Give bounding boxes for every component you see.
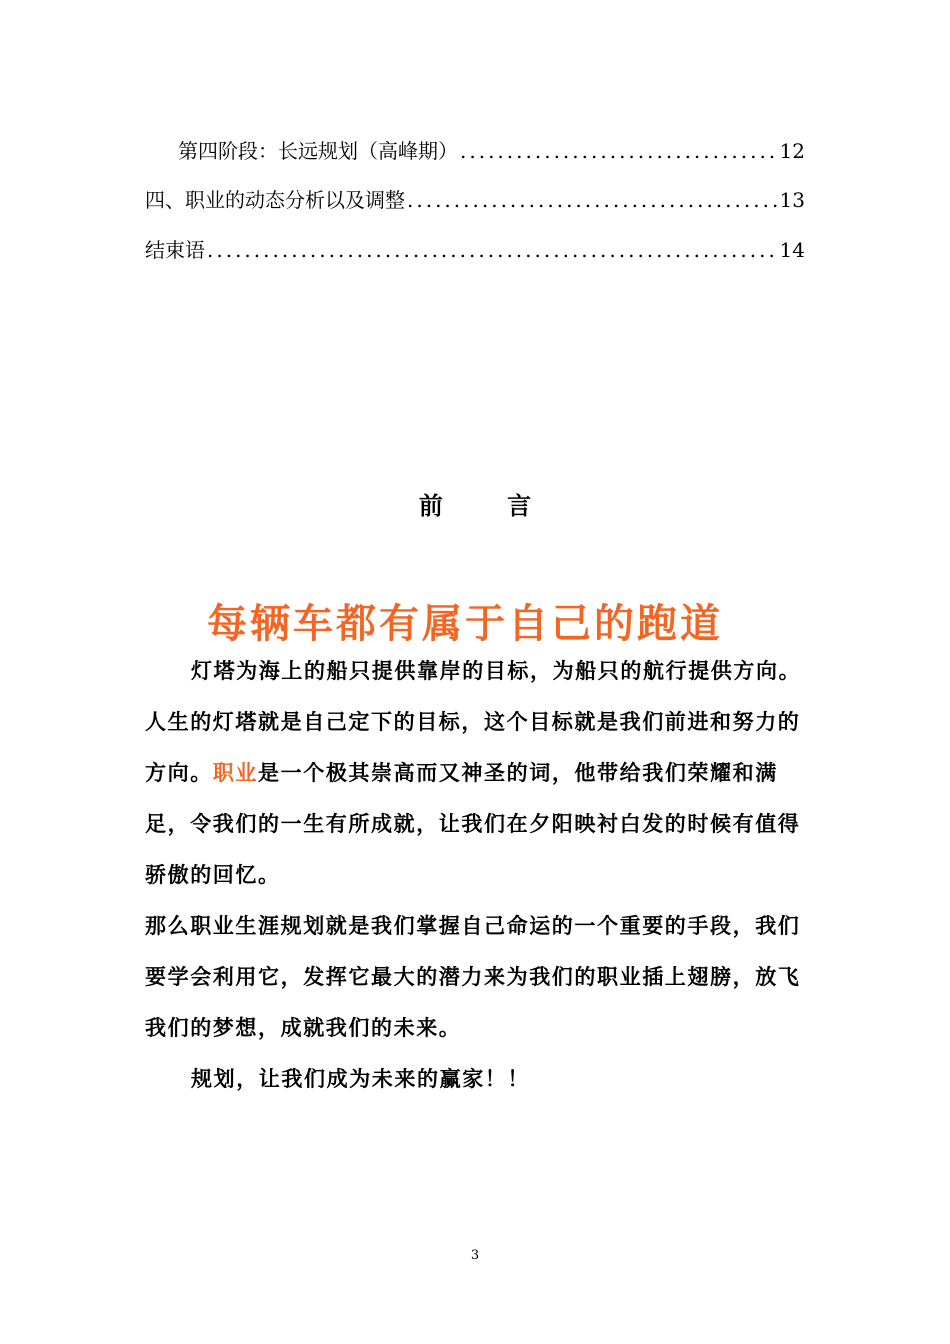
toc-item[interactable] xyxy=(145,185,805,215)
paragraph-1-text-after: 是一个极其崇高而又神圣的词，他带给我们荣耀和满足，令我们的一生有所成就，让我们在夕阳映衬白发的时候有值得骄傲的回忆。 xyxy=(145,760,801,887)
preface-paragraph-2: 那么职业生涯规划就是我们掌握自己命运的一个重要的手段，我们要学会利用它，发挥它最大的潜力来为我们的职业插上翅膀，放飞我们的梦想，成就我们的未来。 xyxy=(145,913,801,1040)
preface-paragraph-3 xyxy=(145,1053,810,1104)
toc-item-title: 第四阶段：长远规划（高峰期） xyxy=(178,139,458,163)
toc-item-title: 四、职业的动态分析以及调整 xyxy=(145,188,405,212)
paragraph-1-text-before: 灯塔为海上的船只提供靠岸的目标，为船只的航行提供方向。人生的灯塔就是自己定下的目标，这个目标就是我们前进和努力的方向。 xyxy=(145,658,802,785)
toc-leader-dots xyxy=(207,235,778,265)
preface-paragraph-1 xyxy=(145,645,810,900)
preface-heading: 前 言 xyxy=(418,491,560,520)
toc-item-page: 12 xyxy=(779,139,805,163)
highlight-term: 职业 xyxy=(212,760,259,785)
toc-item-title: 结束语 xyxy=(145,238,205,262)
toc-leader-dots xyxy=(460,136,778,166)
toc-leader-dots xyxy=(407,185,778,215)
preface-slogan: 每辆车都有属于自己的跑道 xyxy=(207,600,723,647)
toc-item-page: 14 xyxy=(779,238,805,262)
toc-item[interactable] xyxy=(145,235,805,265)
toc-item-page: 13 xyxy=(779,188,805,212)
paragraph-3-text: 规划，让我们成为未来的赢家！！ xyxy=(191,1066,530,1091)
toc-item[interactable] xyxy=(145,136,805,166)
page-number: 3 xyxy=(470,1248,480,1263)
